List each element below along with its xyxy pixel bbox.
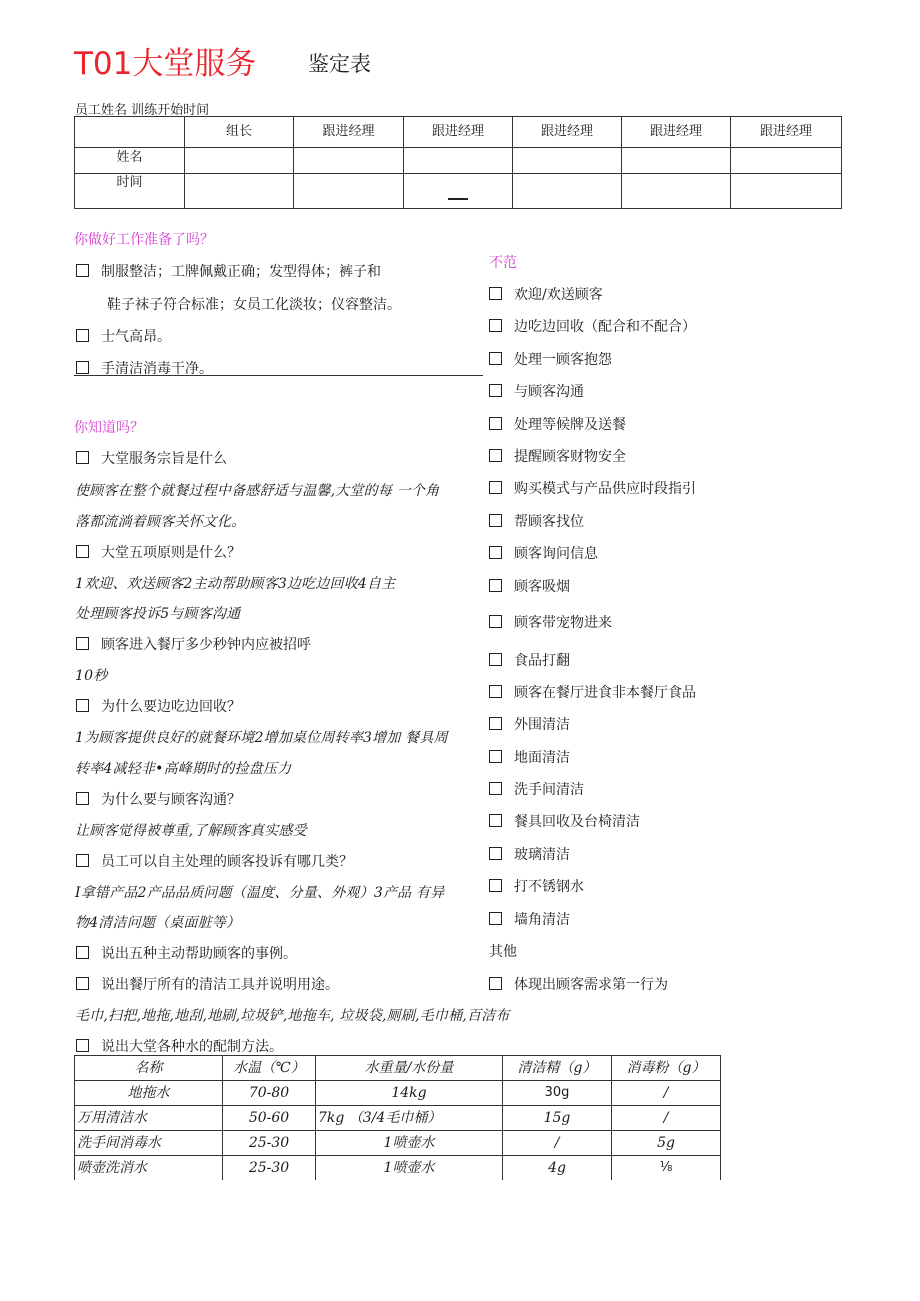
standard-item <box>489 511 584 531</box>
answer-line: 使顾客在整个就餐过程中备感舒适与温馨,大堂的每 一个角 <box>75 483 440 499</box>
checkbox[interactable] <box>489 977 502 990</box>
answer-line: 落都流淌着顾客关怀文化。 <box>75 514 246 530</box>
answer-line: 1欢迎、欢送顾客2主动帮助顾客3边吃边回收4自主 <box>75 576 396 592</box>
standard-item <box>489 844 570 864</box>
answer-line: 转率4减轻非•高峰期时的捡盘压力 <box>75 761 292 777</box>
standard-item-label: 与顾客沟通 <box>514 384 584 400</box>
water-cell: / <box>503 1131 612 1156</box>
time-cell[interactable] <box>294 174 404 209</box>
water-cell: 地拖水 <box>75 1081 223 1106</box>
question: 说出大堂各种水的配制方法。 <box>76 1036 283 1056</box>
staff-col-header: 组长 <box>185 117 294 148</box>
name-cell[interactable] <box>731 148 842 174</box>
checkbox[interactable] <box>76 1039 89 1052</box>
standard-item-label: 玻璃清洁 <box>514 847 570 863</box>
standard-item-label: 处理一顾客抱怨 <box>514 352 612 368</box>
water-cell: 5g <box>612 1131 721 1156</box>
standard-item-label: 打不锈钢水 <box>514 879 584 895</box>
standard-item-label: 帮顾客找位 <box>514 514 584 530</box>
answer-line: 物4清洁问题（桌面脏等） <box>75 915 241 931</box>
staff-col-header: 跟进经理 <box>513 117 622 148</box>
time-cell[interactable] <box>185 174 294 209</box>
checkbox[interactable] <box>489 847 502 860</box>
question: 说出五种主动帮助顾客的事例。 <box>76 943 297 963</box>
staff-col-header: 跟进经理 <box>622 117 731 148</box>
checkbox[interactable] <box>489 352 502 365</box>
staff-col-header: 跟进经理 <box>731 117 842 148</box>
checkbox[interactable] <box>489 717 502 730</box>
staff-table-header-row <box>75 117 842 148</box>
standard-item-label: 处理等候牌及送餐 <box>514 417 626 433</box>
checkbox[interactable] <box>489 546 502 559</box>
checkbox[interactable] <box>489 653 502 666</box>
checkbox[interactable] <box>489 287 502 300</box>
checkbox[interactable] <box>489 615 502 628</box>
question: 为什么要与顾客沟通？ <box>76 789 241 809</box>
time-cell[interactable] <box>513 174 622 209</box>
form-title: T01大堂服务 <box>74 46 257 82</box>
standard-item <box>489 811 640 831</box>
water-cell: 25-30 <box>223 1131 316 1156</box>
standard-item-label: 顾客吸烟 <box>514 579 570 595</box>
question: 员工可以自主处理的顾客投诉有哪几类？ <box>76 851 353 871</box>
water-col-header: 水温（℃） <box>223 1056 316 1081</box>
standard-item-label: 边吃边回收（配合和不配合） <box>514 319 696 335</box>
table-row <box>75 1106 721 1131</box>
standard-item-label: 外围清洁 <box>514 717 570 733</box>
standard-item <box>489 284 603 304</box>
checkbox[interactable] <box>76 977 89 990</box>
water-cell: ⅛ <box>612 1156 721 1181</box>
water-col-header: 水重量/水份量 <box>316 1056 503 1081</box>
checkbox[interactable] <box>489 579 502 592</box>
name-cell[interactable] <box>294 148 404 174</box>
checkbox[interactable] <box>76 946 89 959</box>
checkbox[interactable] <box>489 449 502 462</box>
water-col-header: 名称 <box>75 1056 223 1081</box>
question: 顾客进入餐厅多少秒钟内应被招呼 <box>76 634 311 654</box>
standard-item-label: 餐具回收及台椅清洁 <box>514 814 640 830</box>
time-cell[interactable] <box>731 174 842 209</box>
standard-item-label: 购买模式与产品供应时段指引 <box>514 481 696 497</box>
staff-col-header: 跟进经理 <box>294 117 404 148</box>
water-cell: / <box>612 1106 721 1131</box>
checkbox[interactable] <box>489 879 502 892</box>
question: 说出餐厅所有的清洁工具并说明用途。 <box>76 974 339 994</box>
row-label-name: 姓名 <box>75 148 185 174</box>
water-table-header-row <box>75 1056 721 1081</box>
standard-item-label: 顾客带宠物进来 <box>514 615 612 631</box>
section-divider <box>74 375 483 376</box>
standard-item <box>489 909 570 929</box>
checkbox[interactable] <box>76 854 89 867</box>
dash-mark <box>448 198 468 200</box>
standard-item <box>489 349 612 369</box>
water-cell: 30g <box>503 1081 612 1106</box>
water-mix-table <box>74 1055 721 1180</box>
table-row <box>75 1156 721 1181</box>
staff-col-header: 跟进经理 <box>404 117 513 148</box>
standard-item <box>489 650 570 670</box>
standard-item-label: 墙角清洁 <box>514 912 570 928</box>
water-cell: 15g <box>503 1106 612 1131</box>
checkbox[interactable] <box>76 792 89 805</box>
water-cell: 25-30 <box>223 1156 316 1181</box>
checkbox[interactable] <box>489 384 502 397</box>
form-subtitle: 鉴定表 <box>308 52 371 76</box>
staff-table <box>74 116 842 209</box>
checkbox[interactable] <box>76 329 89 342</box>
name-cell[interactable] <box>404 148 513 174</box>
standards-heading: 不范 <box>489 255 517 271</box>
checkbox[interactable] <box>489 814 502 827</box>
water-cell: 14kg <box>316 1081 503 1106</box>
standard-item-label: 食品打翻 <box>514 653 570 669</box>
water-cell: 万用清洁水 <box>75 1106 223 1131</box>
water-cell: 1喷壶水 <box>316 1156 503 1181</box>
standard-item <box>489 714 570 734</box>
standard-item-label: 洗手间清洁 <box>514 782 584 798</box>
prep-item-continuation: 鞋子袜子符合标准；女员工化淡妆；仪容整洁。 <box>107 297 401 313</box>
water-cell: 喷壶洗消水 <box>75 1156 223 1181</box>
standard-item <box>489 414 626 434</box>
staff-table-name-row <box>75 148 842 174</box>
water-col-header: 清洁精（g） <box>503 1056 612 1081</box>
answer-line: 处理顾客投诉5与顾客沟通 <box>75 606 241 622</box>
checkbox[interactable] <box>489 319 502 332</box>
time-cell[interactable] <box>404 174 513 209</box>
answer-line: I拿错产品2产品品质问题（温度、分量、外观）3产品 有异 <box>75 885 445 901</box>
standard-item <box>489 876 584 896</box>
checkbox[interactable] <box>76 264 89 277</box>
standard-item <box>489 543 598 563</box>
standard-item <box>489 316 696 336</box>
checkbox[interactable] <box>489 417 502 430</box>
staff-meta-line: 员工姓名 训练开始时间 <box>75 103 210 118</box>
question: 大堂五项原则是什么？ <box>76 542 241 562</box>
prep-item: 手清洁消毒干净。 <box>76 358 213 378</box>
answer-line: 毛巾,扫把,地拖,地刮,地刷,垃圾铲,地拖车, 垃圾袋,厕刷,毛巾桶,百洁布 <box>75 1008 510 1024</box>
know-heading: 你知道吗？ <box>74 420 144 436</box>
question: 大堂服务宗旨是什么 <box>76 448 227 468</box>
standard-item <box>489 576 570 596</box>
water-cell: / <box>612 1081 721 1106</box>
water-cell: 7kg （3/4毛巾桶） <box>316 1106 503 1131</box>
water-cell: 50-60 <box>223 1106 316 1131</box>
standard-item <box>489 612 612 632</box>
standard-item <box>489 682 696 702</box>
answer-line: 1为顾客提供良好的就餐环境2增加桌位周转率3增加 餐具周 <box>75 730 448 746</box>
checkbox[interactable] <box>489 782 502 795</box>
prep-heading: 你做好工作准备了吗？ <box>74 232 214 248</box>
name-cell[interactable] <box>622 148 731 174</box>
checkbox[interactable] <box>76 451 89 464</box>
water-cell: 洗手间消毒水 <box>75 1131 223 1156</box>
checkbox[interactable] <box>76 699 89 712</box>
row-label-time: 时间 <box>75 174 185 209</box>
checkbox[interactable] <box>489 685 502 698</box>
standard-item: 体现出顾客需求第一行为 <box>489 974 668 994</box>
water-cell: 4g <box>503 1156 612 1181</box>
standard-item-label: 提醒顾客财物安全 <box>514 449 626 465</box>
standard-item-label: 顾客在餐厅进食非本餐厅食品 <box>514 685 696 701</box>
water-cell: 1喷壶水 <box>316 1131 503 1156</box>
question: 为什么要边吃边回收？ <box>76 696 241 716</box>
prep-item: 制服整洁；工牌佩戴正确；发型得体；裤子和 <box>76 261 381 281</box>
water-col-header: 消毒粉（g） <box>612 1056 721 1081</box>
standard-item-label: 顾客询问信息 <box>514 546 598 562</box>
standard-item <box>489 381 584 401</box>
checkbox[interactable] <box>489 912 502 925</box>
name-cell[interactable] <box>513 148 622 174</box>
name-cell[interactable] <box>185 148 294 174</box>
standard-item-label: 地面清洁 <box>514 750 570 766</box>
staff-table-corner <box>75 117 185 148</box>
standard-item <box>489 478 696 498</box>
checkbox[interactable] <box>489 514 502 527</box>
answer-line: 10秒 <box>75 668 108 684</box>
time-cell[interactable] <box>622 174 731 209</box>
checkbox[interactable] <box>76 361 89 374</box>
answer-line: 让顾客觉得被尊重,了解顾客真实感受 <box>75 823 307 839</box>
other-heading: 其他 <box>489 944 517 960</box>
checkbox[interactable] <box>76 545 89 558</box>
table-row <box>75 1081 721 1106</box>
standard-item-label: 欢迎/欢送顾客 <box>514 287 603 303</box>
staff-table-time-row <box>75 174 842 209</box>
checkbox[interactable] <box>76 637 89 650</box>
standard-item <box>489 747 570 767</box>
checkbox[interactable] <box>489 750 502 763</box>
table-row <box>75 1131 721 1156</box>
checkbox[interactable] <box>489 481 502 494</box>
standard-item <box>489 779 584 799</box>
water-cell: 70-80 <box>223 1081 316 1106</box>
standard-item <box>489 446 626 466</box>
prep-item: 士气高昂。 <box>76 326 171 346</box>
